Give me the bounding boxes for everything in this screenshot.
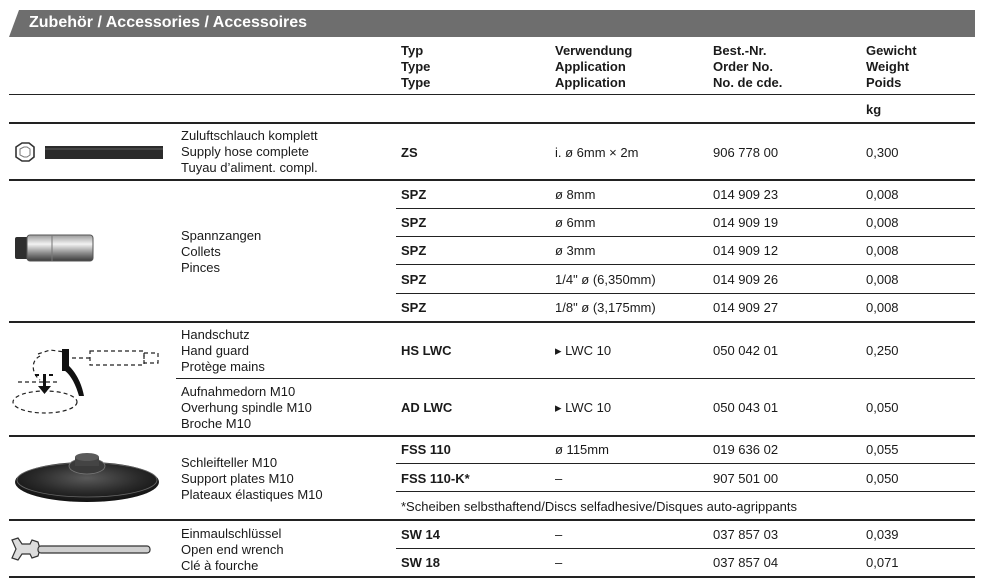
plates-desc-de: Schleifteller M10 [181,455,278,470]
title-bar-notch [9,10,19,37]
application-cell: ▸ LWC 10 [555,343,612,358]
collets-desc-fr: Pinces [181,260,221,275]
guard-desc-en: Hand guard [181,343,249,358]
order-no-cell: 014 909 26 [713,272,779,287]
weight-cell: 0,055 [866,442,899,457]
header-application-de: Verwendung [555,43,633,58]
type-cell: SPZ [401,300,427,315]
support-plate-icon [12,452,162,504]
weight-unit: kg [866,102,882,117]
wrench-desc-de: Einmaulschlüssel [181,526,282,541]
divider [9,179,975,181]
header-order-de: Best.-Nr. [713,43,767,58]
weight-cell: 0,050 [866,471,899,486]
hose-desc-en: Supply hose complete [181,144,309,159]
divider [9,576,975,578]
wrench-desc-fr: Clé à fourche [181,558,259,573]
type-cell: HS LWC [401,343,452,358]
spindle-desc-en: Overhung spindle M10 [181,400,312,415]
plates-desc-fr: Plateaux élastiques M10 [181,487,323,502]
header-weight [866,43,917,91]
order-no-cell: 037 857 03 [713,527,779,542]
weight-cell: 0,300 [866,145,899,160]
application-cell: 1/4" ø (6,350mm) [555,272,656,287]
divider [9,321,975,323]
application-cell: ø 8mm [555,187,596,202]
divider [176,378,975,379]
type-cell: SPZ [401,243,427,258]
spindle-desc-fr: Broche M10 [181,416,252,431]
order-no-cell: 014 909 19 [713,215,779,230]
hand-guard-description [181,327,265,375]
header-type-fr: Type [401,75,431,90]
divider [396,264,975,265]
weight-cell: 0,071 [866,555,899,570]
collets-description [181,228,261,276]
order-no-cell: 906 778 00 [713,145,779,160]
hose-desc-de: Zuluftschlauch komplett [181,128,318,143]
divider [9,122,975,124]
order-no-cell: 014 909 23 [713,187,779,202]
plates-desc-en: Support plates M10 [181,471,294,486]
header-type [401,43,430,91]
application-cell: ø 6mm [555,215,596,230]
weight-cell: 0,008 [866,187,899,202]
divider [9,94,975,95]
divider [396,236,975,237]
application-cell: – [555,471,563,486]
title-bar [9,10,975,37]
application-cell: i. ø 6mm × 2m [555,145,639,160]
footnote: *Scheiben selbsthaftend/Discs selfadhesive/Disques auto-agrippants [401,499,798,514]
type-cell: FSS 110-K* [401,471,470,486]
header-weight-fr: Poids [866,75,902,90]
weight-cell: 0,050 [866,400,899,415]
header-weight-en: Weight [866,59,910,74]
header-application-fr: Application [555,75,626,90]
order-no-cell: 037 857 04 [713,555,779,570]
wrench-description [181,526,284,574]
type-cell: FSS 110 [401,442,451,457]
application-cell: ø 115mm [555,442,609,457]
weight-cell: 0,039 [866,527,899,542]
collet-icon [12,230,97,266]
order-no-cell: 014 909 12 [713,243,779,258]
type-cell: AD LWC [401,400,453,415]
header-order-no [713,43,782,91]
plates-description [181,455,323,503]
header-order-en: Order No. [713,59,773,74]
divider [9,519,975,521]
type-cell: SW 14 [401,527,441,542]
header-weight-de: Gewicht [866,43,917,58]
page-title: Zubehör / Accessories / Accessoires [29,14,308,31]
divider [396,548,975,549]
application-cell: 1/8" ø (3,175mm) [555,300,656,315]
hand-guard-diagram-icon [10,346,160,416]
application-cell: – [555,527,563,542]
type-cell: SPZ [401,215,427,230]
divider [396,208,975,209]
order-no-cell: 019 636 02 [713,442,779,457]
weight-cell: 0,008 [866,272,899,287]
divider [396,463,975,464]
wrench-desc-en: Open end wrench [181,542,284,557]
order-no-cell: 907 501 00 [713,471,779,486]
divider [9,435,975,437]
guard-desc-fr: Protège mains [181,359,265,374]
collets-desc-de: Spannzangen [181,228,262,243]
divider [396,293,975,294]
header-type-en: Type [401,59,431,74]
header-order-fr: No. de cde. [713,75,783,90]
order-no-cell: 014 909 27 [713,300,779,315]
header-type-de: Typ [401,43,424,58]
open-end-wrench-icon [10,536,155,562]
spindle-desc-de: Aufnahmedorn M10 [181,384,296,399]
divider [396,491,975,492]
supply-hose-icon [12,140,167,166]
type-cell: SPZ [401,187,427,202]
weight-cell: 0,008 [866,215,899,230]
hose-desc-fr: Tuyau d’aliment. compl. [181,160,318,175]
weight-cell: 0,008 [866,243,899,258]
weight-cell: 0,250 [866,343,899,358]
header-application-en: Application [555,59,626,74]
order-no-cell: 050 043 01 [713,400,779,415]
application-cell: ▸ LWC 10 [555,400,612,415]
guard-desc-de: Handschutz [181,327,250,342]
application-cell: ø 3mm [555,243,596,258]
spindle-description [181,384,312,432]
collets-desc-en: Collets [181,244,221,259]
type-cell: SPZ [401,272,427,287]
application-cell: – [555,555,563,570]
type-cell: ZS [401,145,418,160]
order-no-cell: 050 042 01 [713,343,779,358]
header-application [555,43,632,91]
hose-description [181,128,318,176]
type-cell: SW 18 [401,555,441,570]
weight-cell: 0,008 [866,300,899,315]
